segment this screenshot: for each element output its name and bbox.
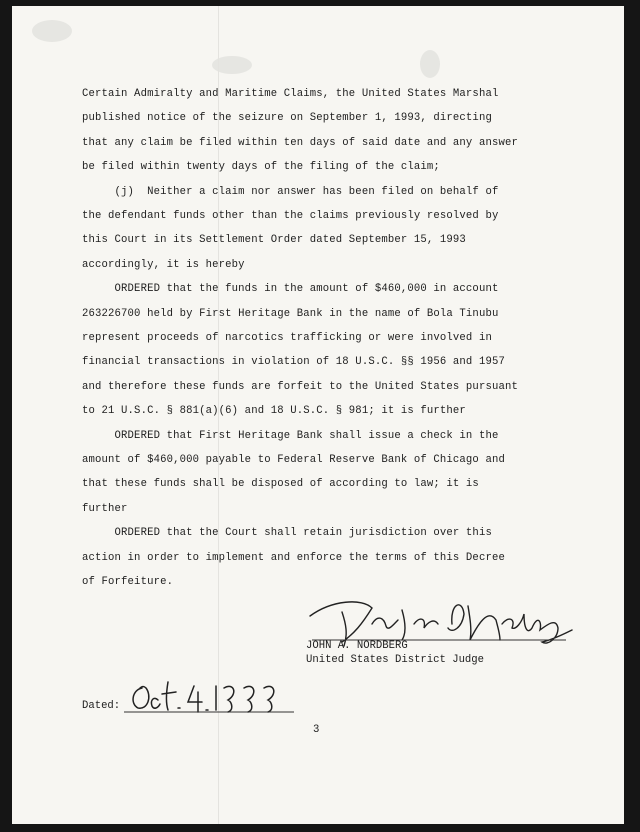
scan-smudge — [420, 50, 440, 78]
handwritten-date — [124, 674, 294, 716]
body-line: amount of $460,000 payable to Federal Reserve Bank of Chicago and — [82, 454, 505, 466]
body-line: ORDERED that the funds in the amount of $460,000 in account — [82, 283, 499, 296]
body-line: this Court in its Settlement Order dated September 15, 1993 — [82, 234, 466, 247]
document-page — [12, 6, 624, 824]
page-number: 3 — [313, 724, 320, 736]
scan-smudge — [32, 20, 72, 42]
body-line: of Forfeiture. — [82, 576, 174, 588]
body-line: action in order to implement and enforce the terms of this Decree — [82, 551, 505, 564]
signer-name: JOHN A. NORDBERG — [306, 640, 408, 652]
signer-title: United States District Judge — [306, 654, 485, 666]
body-line: the defendant funds other than the claims previously resolved by — [82, 210, 499, 222]
body-line: ORDERED that First Heritage Bank shall issue a check in the — [82, 429, 499, 442]
body-line: further — [82, 502, 128, 515]
body-line: published notice of the seizure on September 1, 1993, directing — [82, 112, 492, 125]
body-line: Certain Admiralty and Maritime Claims, the United States Marshal — [82, 88, 499, 100]
body-line: ORDERED that the Court shall retain jurisdiction over this — [82, 527, 492, 540]
body-line: to 21 U.S.C. § 881(a)(6) and 18 U.S.C. § 981; it is further — [82, 405, 466, 418]
dated-label: Dated: — [82, 700, 121, 712]
body-line: that these funds shall be disposed of according to law; it is — [82, 478, 479, 491]
body-line: represent proceeds of narcotics trafficking or were involved in — [82, 332, 492, 344]
body-line: (j) Neither a claim nor answer has been filed on behalf of — [82, 185, 499, 198]
body-line: be filed within twenty days of the filing of the claim; — [82, 161, 440, 174]
body-line: 263226700 held by First Heritage Bank in the name of Bola Tinubu — [82, 307, 499, 320]
body-line: accordingly, it is hereby — [82, 258, 245, 271]
body-line: that any claim be filed within ten days of said date and any answer — [82, 136, 518, 149]
body-line: financial transactions in violation of 18 U.S.C. §§ 1956 and 1957 — [82, 356, 505, 369]
body-line: and therefore these funds are forfeit to the United States pursuant — [82, 380, 518, 393]
